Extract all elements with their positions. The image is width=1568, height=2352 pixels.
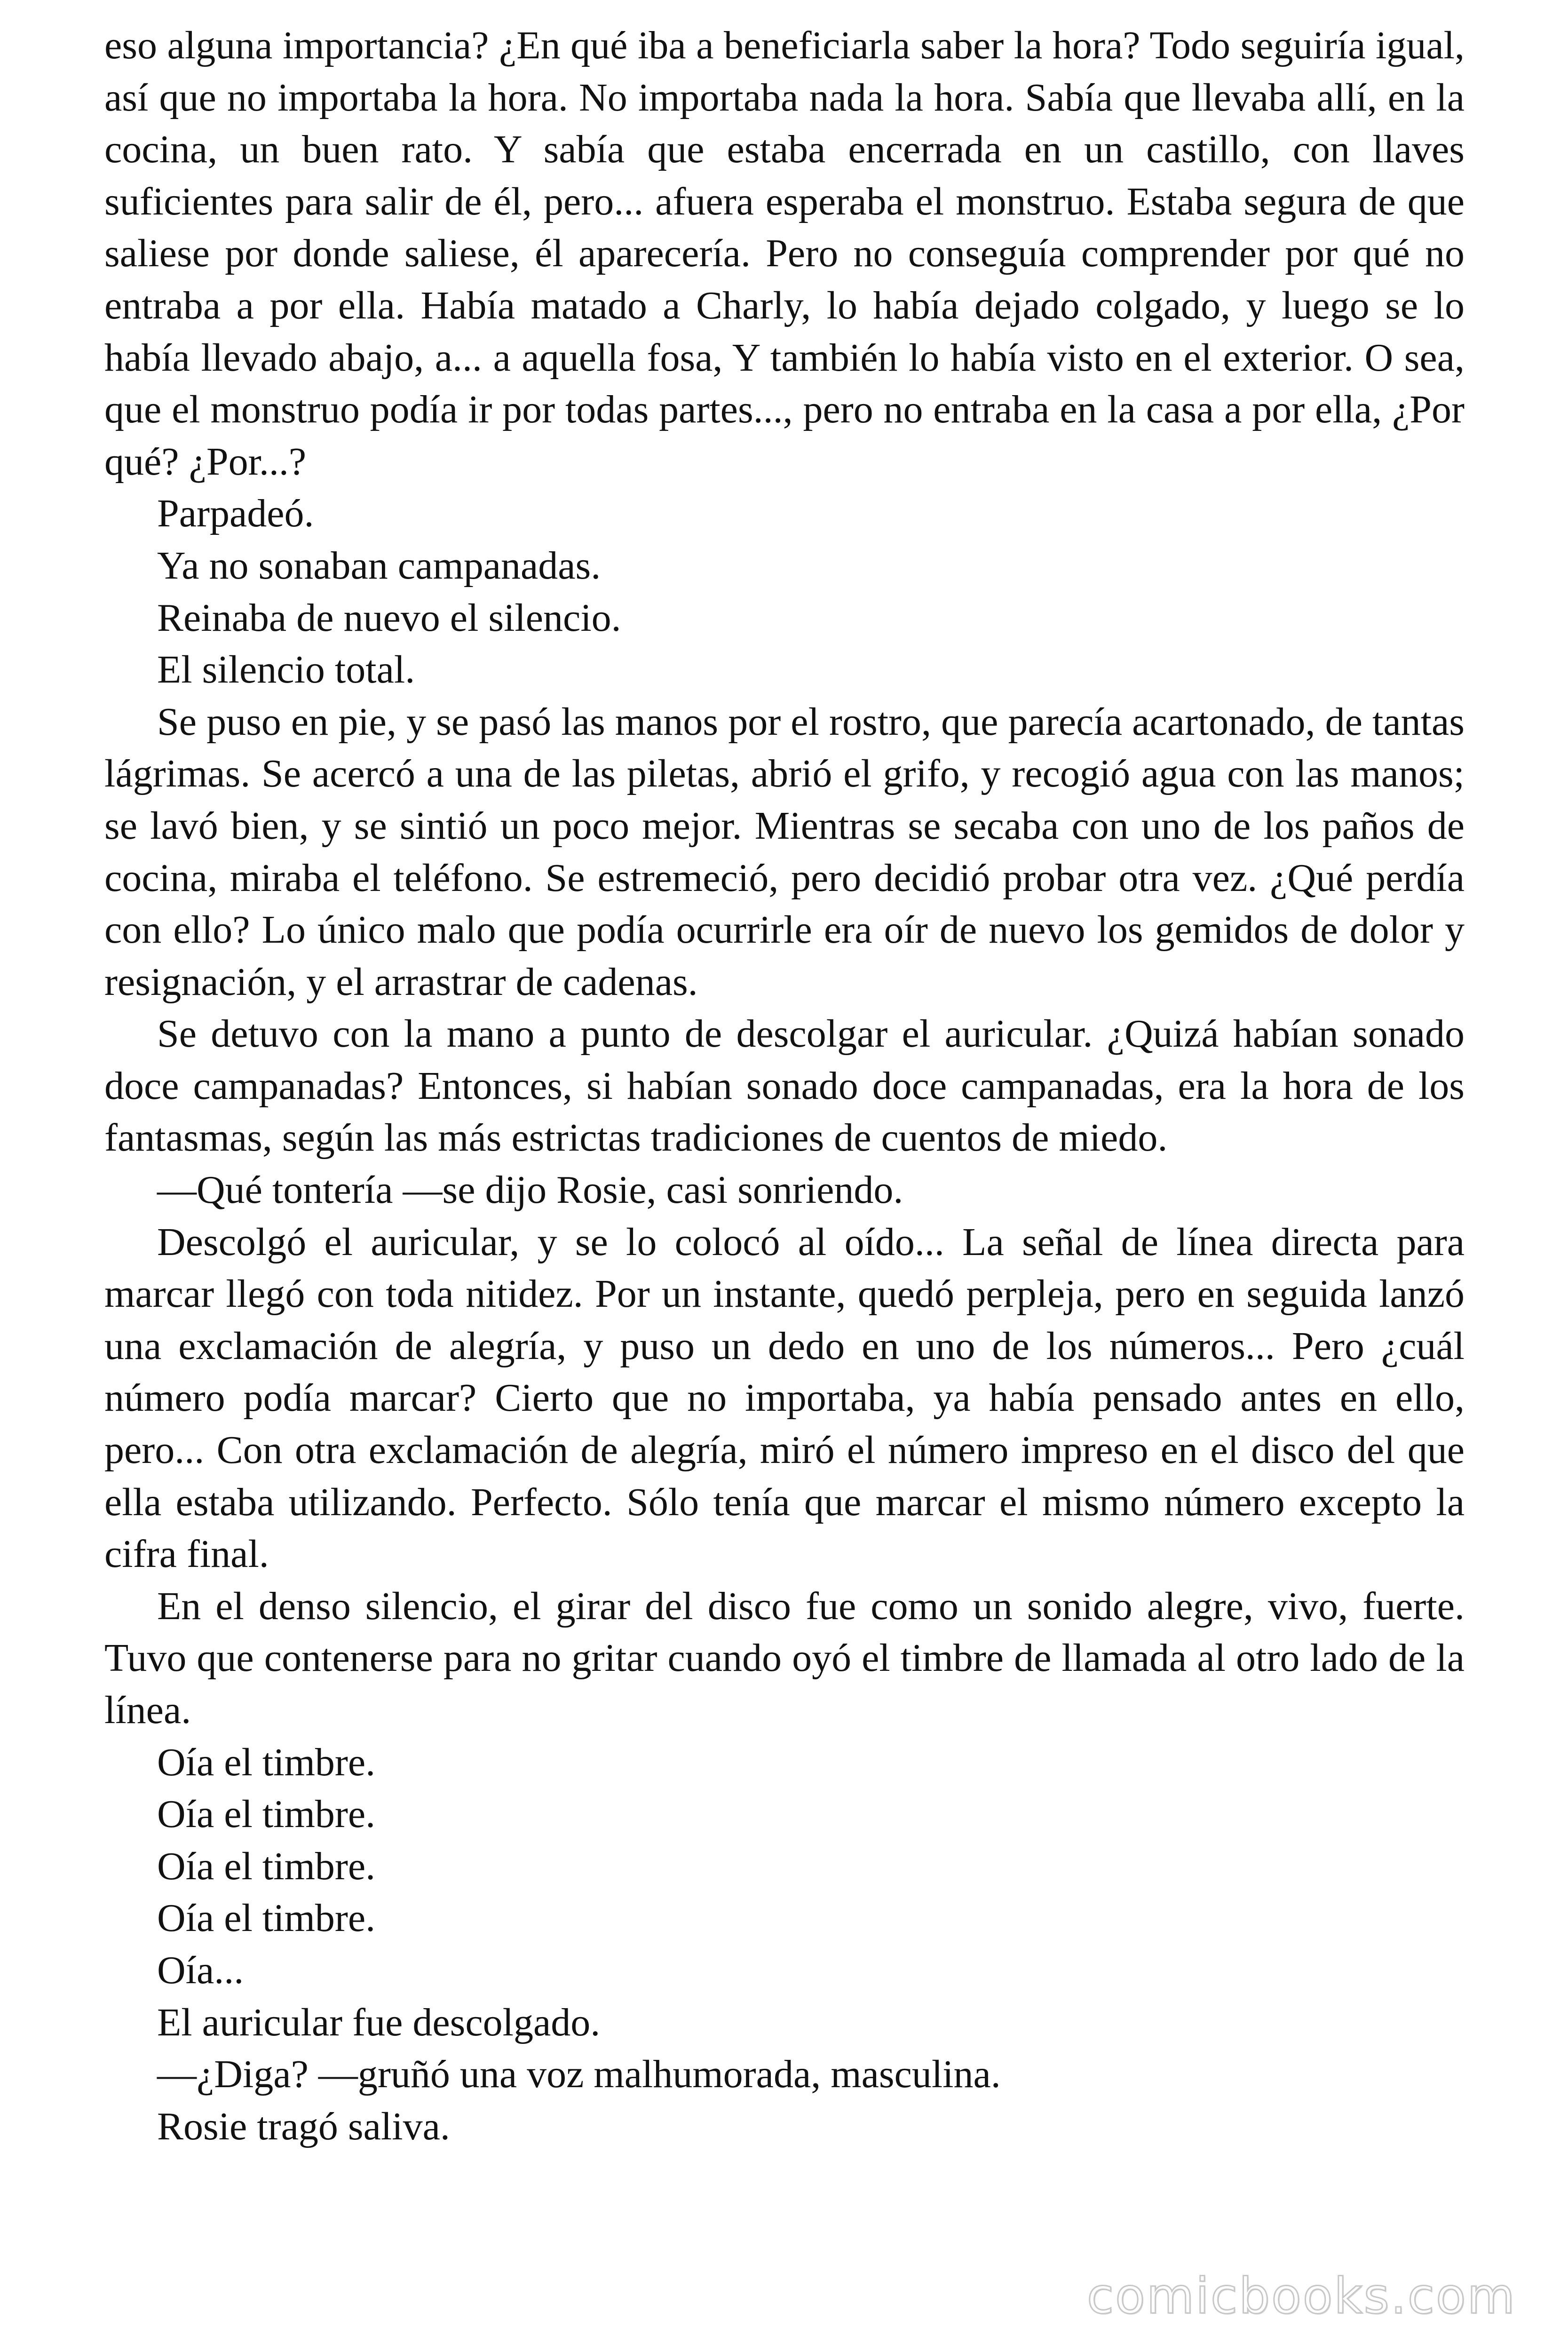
dialogue-line: —Qué tontería —se dijo Rosie, casi sonriendo. <box>157 1168 903 1212</box>
paragraph: En el denso silencio, el girar del disco fue como un sonido alegre, vivo, fuerte. Tuvo que contenerse para no gritar cuando oyó el timbre de llamada al otro lado de la línea. <box>104 1584 1465 1732</box>
paragraph: Oía... <box>157 1948 244 1992</box>
paragraph: Reinaba de nuevo el silencio. <box>157 596 621 640</box>
body-text <box>104 20 1465 2153</box>
paragraph: Oía el timbre. <box>157 1844 376 1888</box>
paragraph: El silencio total. <box>157 648 415 692</box>
paragraph: Se puso en pie, y se pasó las manos por el rostro, que parecía acartonado, de tantas lágrimas. Se acercó a una de las piletas, abrió el grifo, y recogió agua con las manos; se lavó bien, y se sintió un poco mejor. Mientras se secaba con uno de los paños de cocina, miraba el teléfono. Se estremeció, pero decidió probar otra vez. ¿Qué perdía con ello? Lo único malo que podía ocurrirle era oír de nuevo los gemidos de dolor y resignación, y el arrastrar de cadenas. <box>104 699 1465 1004</box>
paragraph: El auricular fue descolgado. <box>157 2000 601 2044</box>
paragraph: Rosie tragó saliva. <box>157 2104 450 2148</box>
paragraph: Oía el timbre. <box>157 1896 376 1940</box>
paragraph: Oía el timbre. <box>157 1740 376 1784</box>
paragraph: eso alguna importancia? ¿En qué iba a beneficiarla saber la hora? Todo seguiría igual, así que no importaba la hora. No importaba nada la hora. Sabía que llevaba allí, en la cocina, un buen rato. Y sabía que estaba encerrada en un castillo, con llaves suficientes para salir de él, pero... afuera esperaba el monstruo. Estaba segura de que saliese por donde saliese, él aparecería. Pero no conseguía comprender por qué no entraba a por ella. Había matado a Charly, lo había dejado colgado, y luego se lo había llevado abajo, a... a aquella fosa, Y también lo había visto en el exterior. O sea, que el monstruo podía ir por todas partes..., pero no entraba en la casa a por ella, ¿Por qué? ¿Por...? <box>104 24 1465 484</box>
paragraph: Oía el timbre. <box>157 1792 376 1836</box>
paragraph: Parpadeó. <box>157 492 314 536</box>
paragraph: Se detuvo con la mano a punto de descolgar el auricular. ¿Quizá habían sonado doce campanadas? Entonces, si habían sonado doce campanadas, era la hora de los fantasmas, según las más estrictas tradiciones de cuentos de miedo. <box>104 1012 1465 1160</box>
watermark: comicbooks.com <box>1086 2267 1516 2325</box>
paragraph: Descolgó el auricular, y se lo colocó al oído... La señal de línea directa para marcar llegó con toda nitidez. Por un instante, quedó perpleja, pero en seguida lanzó una exclamación de alegría, y puso un dedo en uno de los números... Pero ¿cuál número podía marcar? Cierto que no importaba, ya había pensado antes en ello, pero... Con otra exclamación de alegría, miró el número impreso en el disco del que ella estaba utilizando. Perfecto. Sólo tenía que marcar el mismo número excepto la cifra final. <box>104 1220 1465 1576</box>
dialogue-line: —¿Diga? —gruñó una voz malhumorada, masculina. <box>157 2052 1001 2097</box>
paragraph: Ya no sonaban campanadas. <box>157 543 601 588</box>
